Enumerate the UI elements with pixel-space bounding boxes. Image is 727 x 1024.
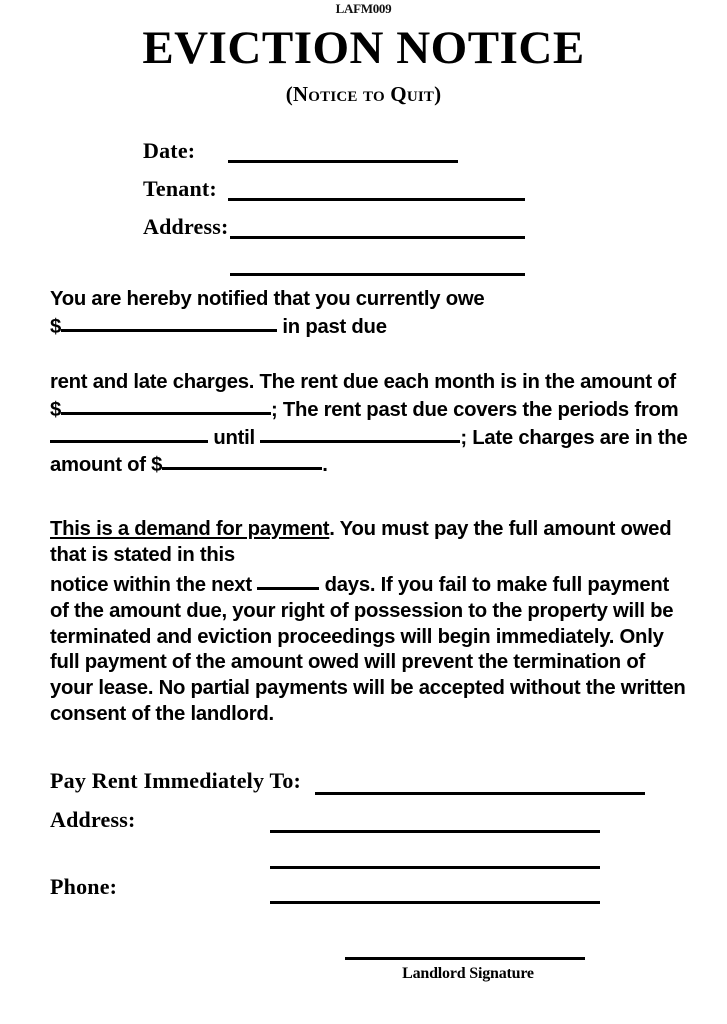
amount-owed-blank[interactable] — [61, 313, 277, 332]
period-from-label: covers the periods from — [453, 398, 679, 421]
monthly-amount-label: amount of $ — [50, 371, 676, 421]
rent-charges-text: rent and late charges. The rent due each month is in the — [50, 371, 575, 393]
late-charges-text: ; Late charges are in the amount of — [50, 426, 688, 477]
address-field-row-2 — [0, 250, 727, 288]
rent-past-due-text: ; The rent past due — [271, 398, 448, 421]
page-subtitle: (Notice to Quit) — [285, 82, 442, 106]
tenant-field-row — [0, 174, 727, 212]
tenant-label: Tenant: — [143, 176, 217, 201]
address-field-row — [0, 212, 727, 250]
payment-phone-input-line[interactable] — [270, 901, 600, 904]
late-charges-period: . — [322, 454, 328, 477]
period-until-label: until — [213, 426, 255, 449]
dollar-sign-late: $ — [151, 454, 163, 477]
period-from-blank[interactable] — [50, 424, 208, 443]
demand-rest-text: . You must pay the full amount owed that is stated in this — [50, 518, 672, 566]
owed-statement-paragraph — [50, 287, 690, 341]
landlord-signature-caption: Landlord Signature — [402, 965, 534, 982]
demand-for-payment-emphasis: This is a demand for payment — [50, 518, 330, 540]
consequences-text: days. If you fail to make full payment of the amount due, your right of possession to the property will be terminated and eviction proceedings will begin immediately. Only full payment of the amount owed will prevent the termination of your lease. No partial payments will be accepted without the written consent of the landlord. — [50, 574, 686, 725]
address-input-line-1[interactable] — [230, 236, 525, 239]
period-until-blank[interactable] — [260, 424, 460, 443]
recipient-field-group — [0, 136, 727, 288]
address-input-line-2[interactable] — [230, 273, 525, 276]
date-label: Date: — [143, 138, 196, 163]
date-input-line[interactable] — [228, 160, 458, 163]
owed-line-1: You are hereby notified that you currently owe — [50, 288, 485, 310]
address-label: Address: — [143, 214, 229, 239]
notice-within-text: notice within the next — [50, 574, 252, 596]
pay-rent-to-label: Pay Rent Immediately To: — [50, 768, 302, 793]
payment-address-label: Address: — [50, 807, 136, 832]
document-code: LAFM009 — [335, 1, 392, 16]
date-field-row — [0, 136, 727, 174]
days-blank[interactable] — [257, 571, 319, 590]
deadline-paragraph — [50, 571, 690, 728]
pay-rent-to-input-line[interactable] — [315, 792, 645, 795]
demand-heading-paragraph — [50, 517, 690, 569]
payment-phone-label: Phone: — [50, 874, 118, 899]
payment-address-input-line-1[interactable] — [270, 830, 600, 833]
late-charges-blank[interactable] — [162, 451, 322, 470]
landlord-signature-line[interactable] — [345, 957, 585, 960]
rent-details-paragraph — [50, 370, 690, 479]
tenant-input-line[interactable] — [228, 198, 525, 201]
owed-line-2-suffix: in past due — [282, 315, 387, 338]
payment-address-input-line-2[interactable] — [270, 866, 600, 869]
dollar-sign-owed: $ — [50, 315, 62, 338]
monthly-amount-blank[interactable] — [61, 396, 271, 415]
page-title: EVICTION NOTICE — [142, 22, 585, 74]
